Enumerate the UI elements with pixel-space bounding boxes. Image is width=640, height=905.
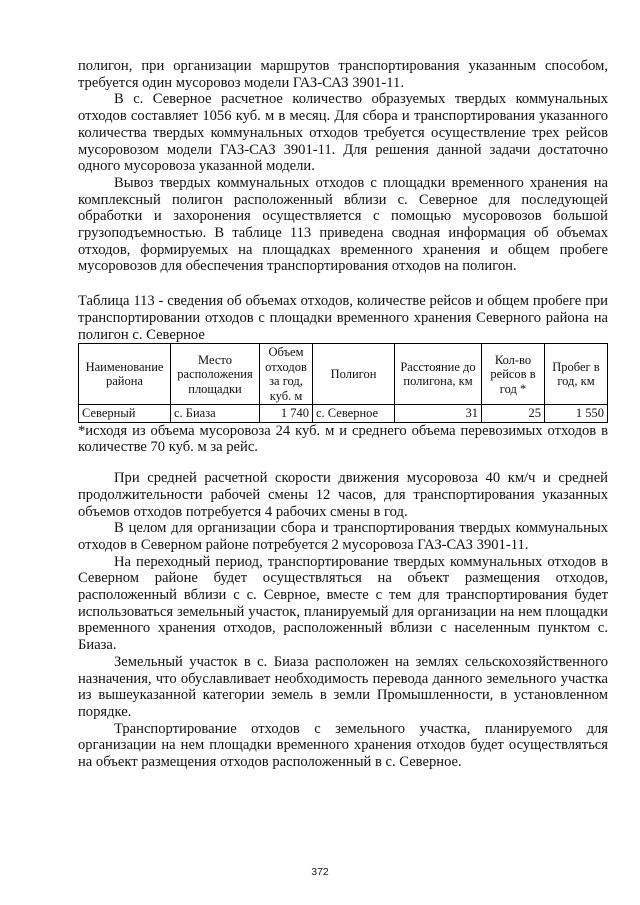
table-row	[79, 405, 608, 423]
column-header: Пробег в год, км	[545, 344, 608, 405]
table-cell: с. Северное	[313, 405, 395, 423]
paragraph: В с. Северное расчетное количество образуемых твердых коммунальных отходов составляет 1056 куб. м в месяц. Для сбора и транспортирования указанного количества твердых коммунальных отходов требуется осуществление трех рейсов мусоровозом модели ГАЗ-САЗ 3901-11. Для решения данной задачи достаточно одного мусоровоза указанной модели.	[78, 91, 608, 175]
paragraph: Транспортирование отходов с земельного участка, планируемого для организации на нем площадки временного хранения отходов будет осуществляться на объект размещения отходов расположенный в с. Северное.	[78, 720, 608, 771]
paragraph: При средней расчетной скорости движения мусоровоза 40 км/ч и средней продолжительности рабочей смены 12 часов, для транспортирования указанных объемов отходов потребуется 4 рабочих смены в год.	[78, 470, 608, 520]
table-caption: Таблица 113 - сведения об объемах отходов, количестве рейсов и общем пробеге при транспортировании отходов с площадки временного хранения Северного района на полигон с. Северное	[78, 293, 608, 343]
column-header: Полигон	[313, 344, 395, 405]
paragraph: Земельный участок в с. Биаза расположен на землях сельскохозяйственного назначения, что обуславливает необходимость перевода данного земельного участка из вышеуказанной категории земель в земли Промышленности, в установленном порядке.	[78, 653, 608, 720]
table-cell: 1 550	[545, 405, 608, 423]
paragraph: Вывоз твердых коммунальных отходов с площадки временного хранения на комплексный полигон расположенный вблизи с. Северное для последующей обработки и захоронения осуществляется с помощью мусоровозов большой грузоподъемностью. В таблице 113 приведена сводная информация об объемах отходов, формируемых на площадках временного хранения и общем пробеге мусоровозов для обеспечения транспортирования отходов на полигон.	[78, 174, 608, 275]
table-header-row	[79, 344, 608, 405]
page-number: 372	[311, 866, 329, 878]
table-cell: 31	[395, 405, 482, 423]
column-header: Кол-во рейсов в год *	[482, 344, 545, 405]
table-cell: 1 740	[260, 405, 313, 423]
column-header: Объем отходов за год, куб. м	[260, 344, 313, 405]
table-cell: 25	[482, 405, 545, 423]
table-cell: с. Биаза	[171, 405, 260, 423]
column-header: Наименование района	[79, 344, 171, 405]
paragraph: На переходный период, транспортирование твердых коммунальных отходов в Северном районе будет осуществляться на объект размещения отходов, расположенный вблизи с с. Севрное, вместе с тем для транспортирования будет использоваться земельный участок, планируемый для организации на нем площадки временного хранения отходов, расположенный вблизи с населенным пунктом с. Биаза.	[78, 553, 608, 654]
document-page	[78, 58, 608, 771]
paragraph: полигон, при организации маршрутов транспортирования указанным способом, требуется один мусоровоз модели ГАЗ-САЗ 3901-11.	[78, 58, 608, 91]
table-footnote: *исходя из объема мусоровоза 24 куб. м и среднего объема перевозимых отходов в количестве 70 куб. м за рейс.	[78, 422, 608, 456]
table-cell: Северный	[79, 405, 171, 423]
waste-volume-table	[78, 343, 608, 423]
column-header: Расстояние до полигона, км	[395, 344, 482, 405]
column-header: Место расположения площадки	[171, 344, 260, 405]
paragraph: В целом для организации сбора и транспортирования твердых коммунальных отходов в Северном районе потребуется 2 мусоровоза ГАЗ-САЗ 3901-11.	[78, 520, 608, 553]
